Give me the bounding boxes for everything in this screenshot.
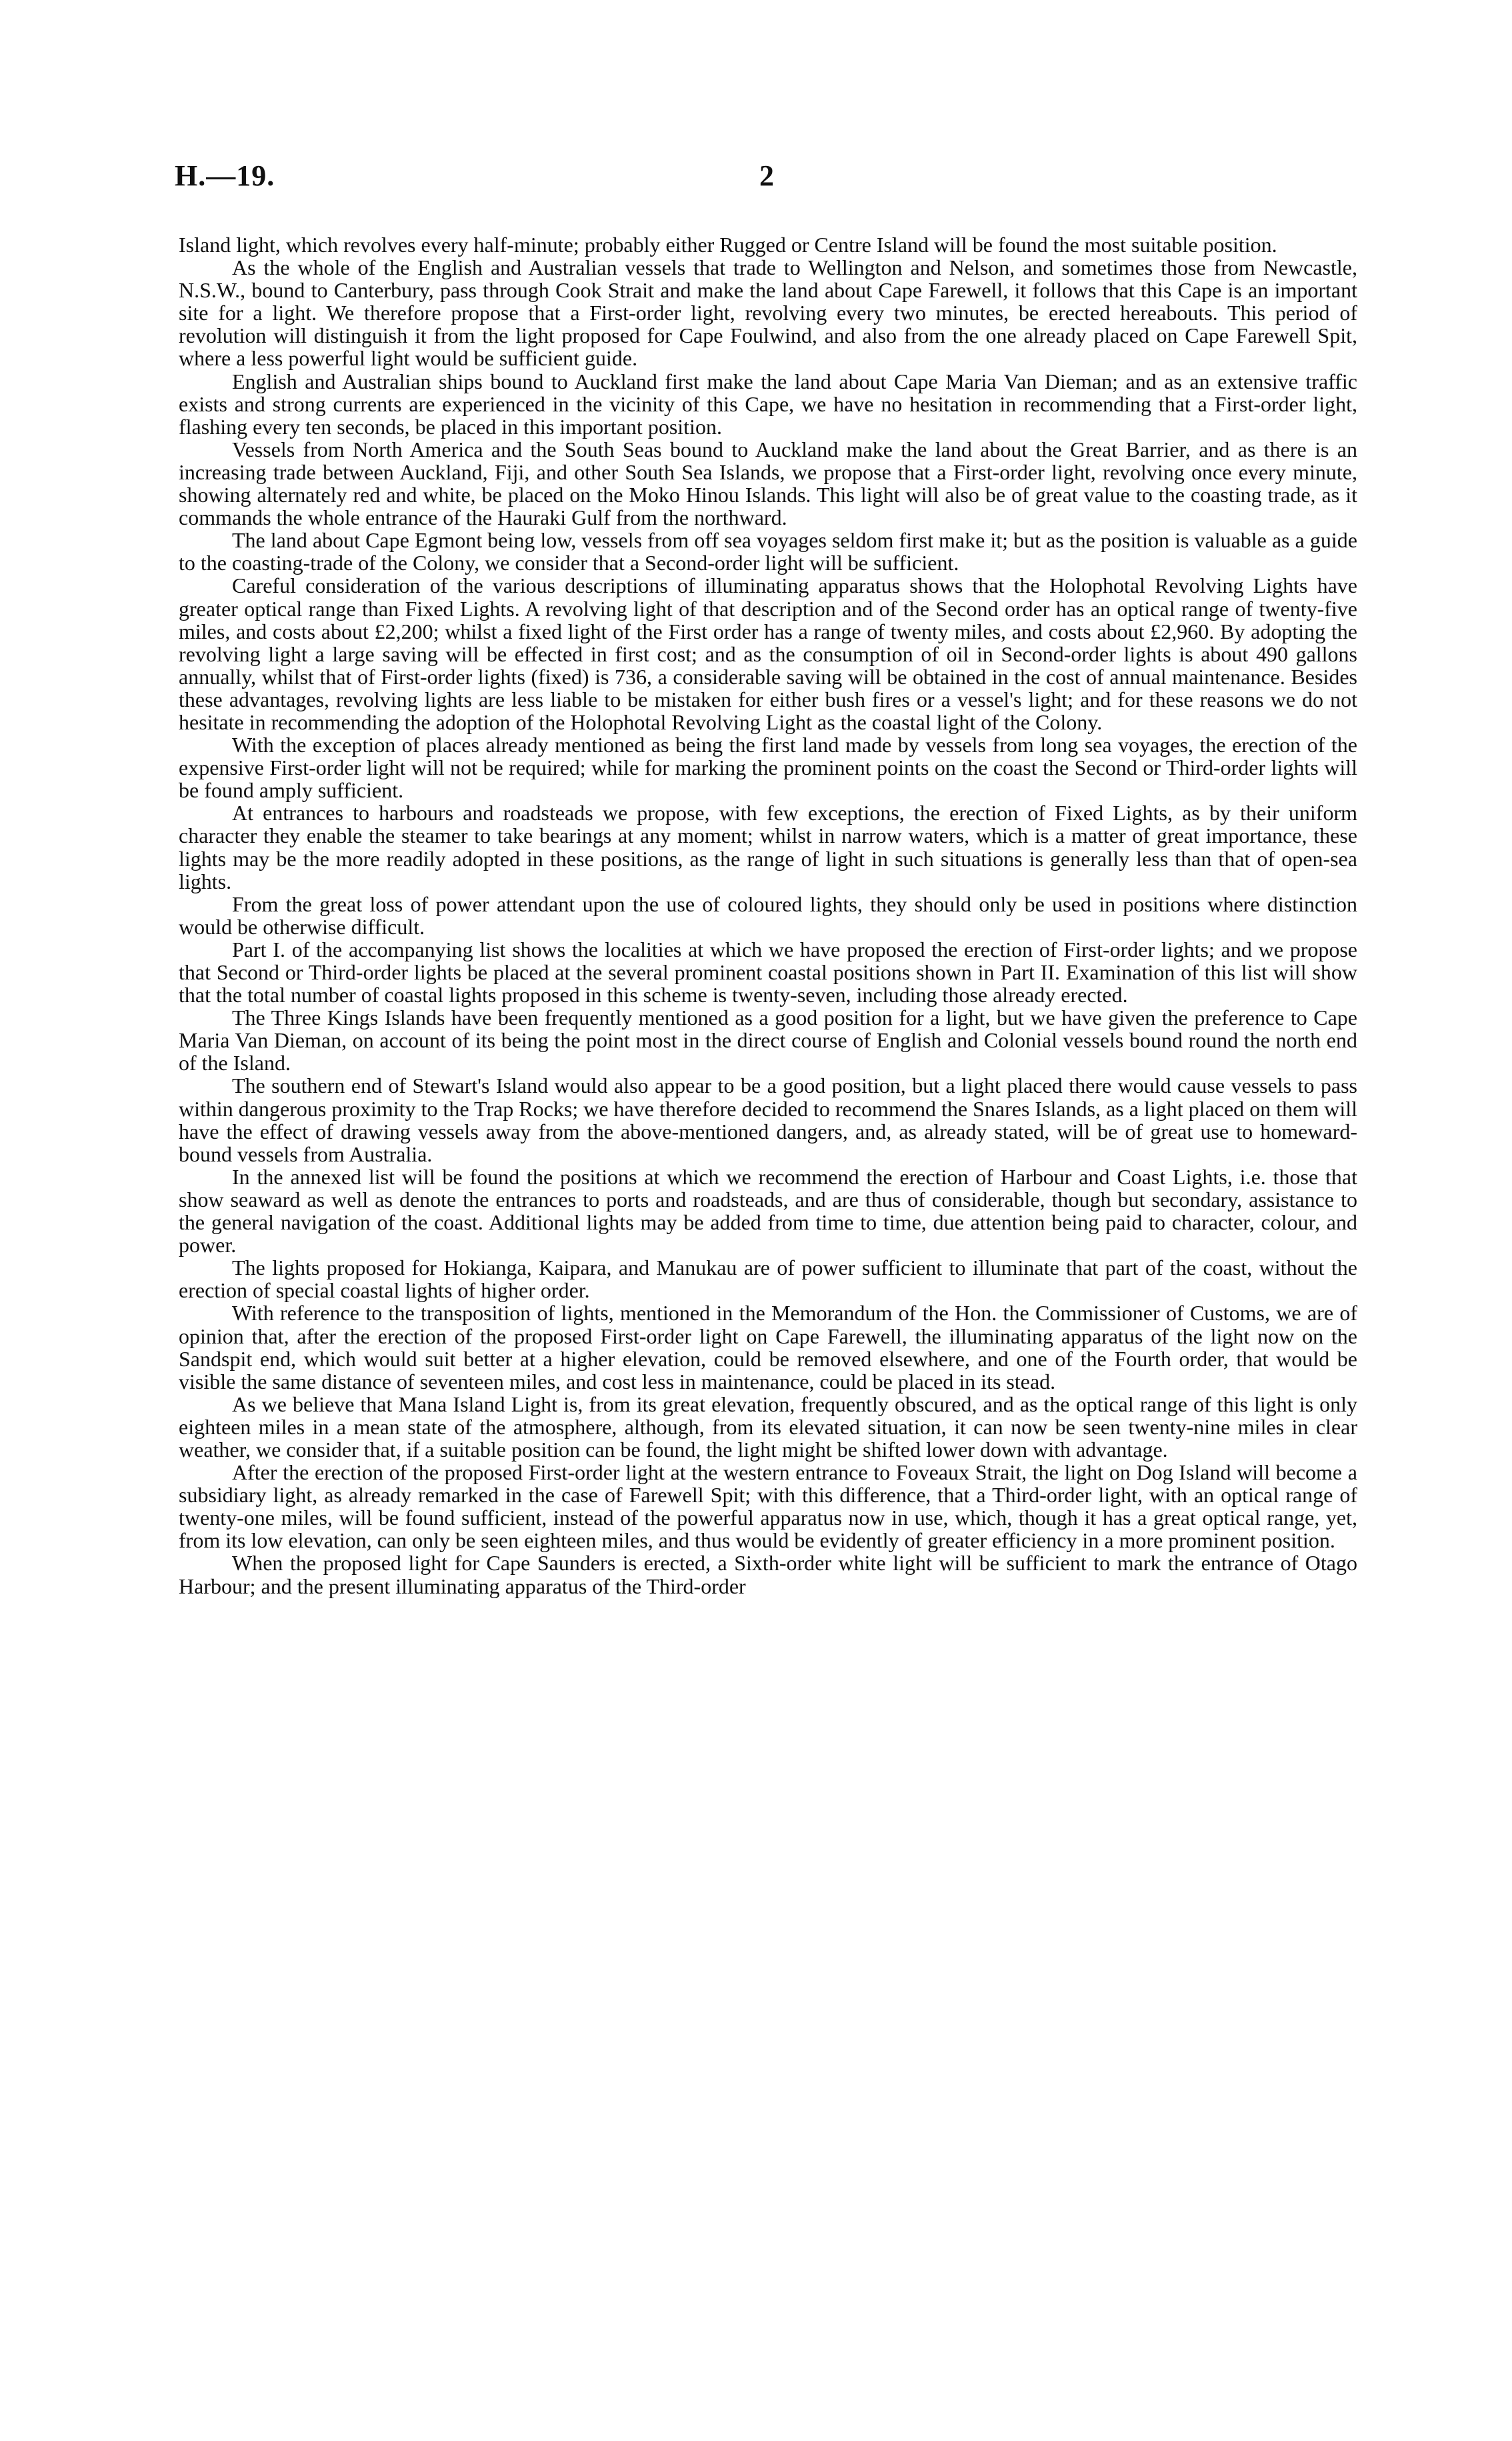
paragraph: Careful consideration of the various descriptions of illuminating apparatus shows that the Holophotal Revolving Lights have greater optical range than Fixed Lights. A revolving light of that description and of the Second order has an optical range of twenty-five miles, and costs about £2,200; whilst a fixed light of the First order has a range of twenty miles, and costs about £2,960. By adopting the revolving light a large saving will be effected in first cost; and as the consumption of oil in Second-order lights is about 490 gallons annually, whilst that of First-order lights (fixed) is 736, a considerable saving will be obtained in the cost of annual maintenance. Besides these advantages, revolving lights are less liable to be mistaken for either bush fires or a vessel's light; and for these reasons we do not hesitate in recommending the adoption of the Holophotal Revolving Light as the coastal light of the Colony. [179, 573, 1357, 734]
paragraph: At entrances to harbours and roadsteads we propose, with few exceptions, the erection of Fixed Lights, as by their uniform character they enable the steamer to take bearings at any moment; whilst in narrow waters, which is a matter of great importance, these lights may be the more readily adopted in these positions, as the range of light in such situations is generally less than that of open-sea lights. [179, 801, 1357, 893]
paragraph: From the great loss of power attendant upon the use of coloured lights, they should only be used in positions where distinction would be otherwise difficult. [179, 891, 1357, 939]
paragraph: The Three Kings Islands have been frequently mentioned as a good position for a light, but we have given the preference to Cape Maria Van Dieman, on account of its being the point most in the direct course of English and Colonial vessels bound round the north end of the Island. [179, 1005, 1357, 1075]
paragraph: Part I. of the accompanying list shows the localities at which we have proposed the erection of First-order lights; and we propose that Second or Third-order lights be placed at the several prominent coastal positions shown in Part II. Examination of this list will show that the total number of coastal lights proposed in this scheme is twenty-seven, including those already erected. [179, 937, 1357, 1007]
paragraph: With the exception of places already mentioned as being the first land made by vessels from long sea voyages, the erection of the expensive First-order light will not be required; while for marking the prominent points on the coast the Second or Third-order lights will be found amply sufficient. [179, 733, 1357, 803]
paper-reference: H.—19. [175, 159, 275, 192]
paragraph: As we believe that Mana Island Light is, from its great elevation, frequently obscured, and as the optical range of this light is only eighteen miles in a mean state of the atmosphere, although, from its elevated situation, it can now be seen twenty-nine miles in clear weather, we consider that, if a suitable position can be found, the light might be shifted lower down with advantage. [179, 1392, 1357, 1462]
paragraph: After the erection of the proposed First-order light at the western entrance to Foveaux Strait, the light on Dog Island will become a subsidiary light, as already remarked in the case of Farewell Spit; with this difference, that a Third-order light, with an optical range of twenty-one miles, will be found sufficient, instead of the powerful apparatus now in use, which, though it has a great optical range, yet, from its low elevation, can only be seen eighteen miles, and thus would be evidently of greater efficiency in a more prominent position. [179, 1460, 1357, 1553]
paragraph: The land about Cape Egmont being low, vessels from off sea voyages seldom first make it; but as the position is valuable as a guide to the coasting-trade of the Colony, we consider that a Second-order light will be sufficient. [179, 528, 1357, 575]
paragraph: In the annexed list will be found the positions at which we recommend the erection of Harbour and Coast Lights, i.e. those that show seaward as well as denote the entrances to ports and roadsteads, and are thus of considerable, though but secondary, assistance to the general navigation of the coast. Additional lights may be added from time to time, due attention being paid to character, colour, and power. [179, 1164, 1357, 1258]
paragraph: English and Australian ships bound to Auckland first make the land about Cape Maria Van Dieman; and as an extensive traffic exists and strong currents are experienced in the vicinity of this Cape, we have no hesitation in recommending that a First-order light, flashing every ten seconds, be placed in this important position. [179, 369, 1357, 439]
body-text [179, 233, 1357, 1598]
paragraph: The southern end of Stewart's Island would also appear to be a good position, but a light placed there would cause vessels to pass within dangerous proximity to the Trap Rocks; we have therefore decided to recommend the Snares Islands, as a light placed on them will have the effect of drawing vessels away from the above-mentioned dangers, and, as already stated, will be of great use to homeward-bound vessels from Australia. [179, 1073, 1357, 1166]
paragraph: Vessels from North America and the South Seas bound to Auckland make the land about the Great Barrier, and as there is an increasing trade between Auckland, Fiji, and other South Sea Islands, we propose that a First-order light, revolving once every minute, showing alternately red and white, be placed on the Moko Hinou Islands. This light will also be of great value to the coasting trade, as it commands the whole entrance of the Hauraki Gulf from the northward. [179, 437, 1357, 530]
paragraph: With reference to the transposition of lights, mentioned in the Memorandum of the Hon. the Commissioner of Customs, we are of opinion that, after the erection of the proposed First-order light on Cape Farewell, the illuminating apparatus of the light now on the Sandspit end, which would suit better at a higher elevation, could be removed elsewhere, and one of the Fourth order, that would be visible the same distance of seventeen miles, and cost less in maintenance, could be placed in its stead. [179, 1301, 1357, 1394]
page-number: 2 [759, 159, 774, 192]
paragraph: When the proposed light for Cape Saunders is erected, a Sixth-order white light will be sufficient to mark the entrance of Otago Harbour; and the present illuminating apparatus of the Third-order [179, 1551, 1357, 1598]
paragraph: Island light, which revolves every half-minute; probably either Rugged or Centre Island will be found the most suitable position. [179, 233, 1277, 257]
paragraph: As the whole of the English and Australian vessels that trade to Wellington and Nelson, and sometimes those from Newcastle, N.S.W., bound to Canterbury, pass through Cook Strait and make the land about Cape Farewell, it follows that this Cape is an important site for a light. We therefore propose that a First-order light, revolving every two minutes, be erected hereabouts. This period of revolution will distinguish it from the light proposed for Cape Foulwind, and also from the one already placed on Cape Farewell Spit, where a less powerful light would be sufficient guide. [179, 255, 1357, 371]
paragraph: The lights proposed for Hokianga, Kaipara, and Manukau are of power sufficient to illuminate that part of the coast, without the erection of special coastal lights of higher order. [179, 1256, 1357, 1303]
